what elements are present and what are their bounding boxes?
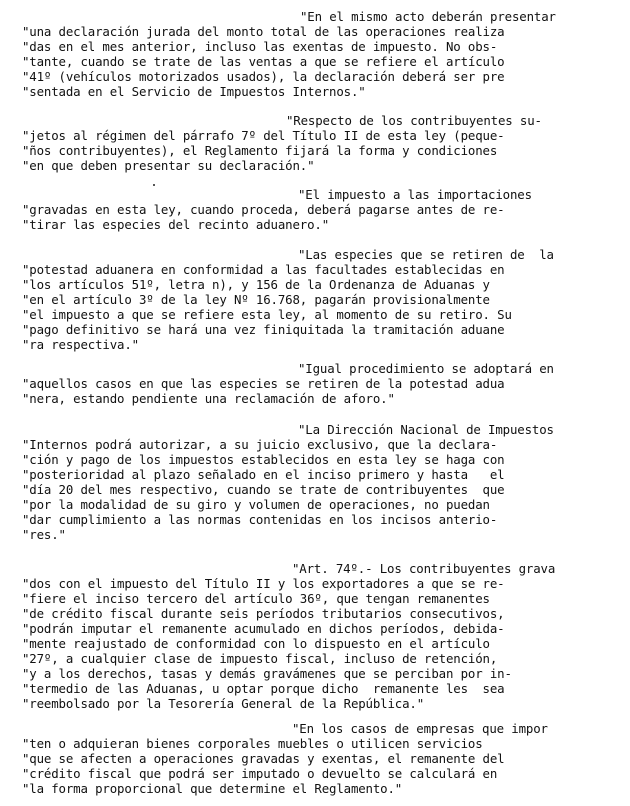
text-line: "aquellos casos en que las especies se retiren de la potestad adua xyxy=(22,376,505,391)
text-line: "de crédito fiscal durante seis períodos tributarios consecutivos, xyxy=(22,606,505,621)
text-line: "sentada en el Servicio de Impuestos Internos." xyxy=(22,84,366,99)
text-line: "posterioridad al plazo señalado en el inciso primero y hasta el xyxy=(22,467,505,482)
text-line: "jetos al régimen del párrafo 7º del Título II de esta ley (peque- xyxy=(22,128,505,143)
text-line: "crédito fiscal que podrá ser imputado o devuelto se calculará en xyxy=(22,766,498,781)
text-line: "La Dirección Nacional de Impuestos xyxy=(298,422,554,437)
text-line: "en que deben presentar su declaración." xyxy=(22,158,315,173)
text-line: "41º (vehículos motorizados usados), la declaración deberá ser pre xyxy=(22,69,505,84)
text-line: "día 20 del mes respectivo, cuando se trate de contribuyentes que xyxy=(22,482,505,497)
text-line: "tirar las especies del recinto aduanero." xyxy=(22,217,330,232)
text-line: "en el artículo 3º de la ley Nº 16.768, pagarán provisionalmente xyxy=(22,292,490,307)
ink-speck xyxy=(153,184,155,186)
text-line: "En los casos de empresas que impor xyxy=(292,721,548,736)
text-line: "El impuesto a las importaciones xyxy=(298,187,532,202)
text-line: "27º, a cualquier clase de impuesto fiscal, incluso de retención, xyxy=(22,651,498,666)
text-line: "Internos podrá autorizar, a su juicio exclusivo, que la declara- xyxy=(22,437,498,452)
text-line: "dar cumplimiento a las normas contenidas en los incisos anterio- xyxy=(22,512,498,527)
text-line: "Respecto de los contribuyentes su- xyxy=(286,113,542,128)
text-line: "podrán imputar el remanente acumulado en dichos períodos, debida- xyxy=(22,621,505,636)
text-line: "Las especies que se retiren de la xyxy=(298,247,554,262)
text-line: "ten o adquieran bienes corporales muebles o utilicen servicios xyxy=(22,736,483,751)
text-line: "los artículos 51º, letra n), y 156 de la Ordenanza de Aduanas y xyxy=(22,277,490,292)
text-line: "das en el mes anterior, incluso las exentas de impuesto. No obs- xyxy=(22,39,498,54)
text-line: "y a los derechos, tasas y demás gravámenes que se perciban por in- xyxy=(22,666,512,681)
text-line: "ños contribuyentes), el Reglamento fijará la forma y condiciones xyxy=(22,143,498,158)
text-line: "gravadas en esta ley, cuando proceda, deberá pagarse antes de re- xyxy=(22,202,505,217)
text-line: "la forma proporcional que determine el Reglamento." xyxy=(22,781,403,796)
text-line: "que se afecten a operaciones gravadas y exentas, el remanente del xyxy=(22,751,505,766)
text-line: "En el mismo acto deberán presentar xyxy=(300,9,556,24)
text-line: "por la modalidad de su giro y volumen de operaciones, no puedan xyxy=(22,497,490,512)
text-line: "mente reajustado de conformidad con lo dispuesto en el artículo xyxy=(22,636,490,651)
text-line: "potestad aduanera en conformidad a las facultades establecidas en xyxy=(22,262,505,277)
text-line: "ra respectiva." xyxy=(22,337,139,352)
text-line: "reembolsado por la Tesorería General de la República." xyxy=(22,696,425,711)
text-line: "termedio de las Aduanas, u optar porque dicho remanente les sea xyxy=(22,681,505,696)
text-line: "fiere el inciso tercero del artículo 36º, que tengan remanentes xyxy=(22,591,490,606)
text-line: "ción y pago de los impuestos establecidos en esta ley se haga con xyxy=(22,452,505,467)
text-line: "una declaración jurada del monto total de las operaciones realiza xyxy=(22,24,505,39)
text-line: "el impuesto a que se refiere esta ley, al momento de su retiro. Su xyxy=(22,307,512,322)
text-line: "Igual procedimiento se adoptará en xyxy=(298,361,554,376)
text-line: "tante, cuando se trate de las ventas a que se refiere el artículo xyxy=(22,54,505,69)
text-line: "pago definitivo se hará una vez finiquitada la tramitación aduane xyxy=(22,322,505,337)
text-line: "res." xyxy=(22,527,66,542)
text-line: "Art. 74º.- Los contribuyentes grava xyxy=(292,561,556,576)
text-line: "nera, estando pendiente una reclamación de aforo." xyxy=(22,391,395,406)
text-line: "dos con el impuesto del Título II y los exportadores a que se re- xyxy=(22,576,505,591)
